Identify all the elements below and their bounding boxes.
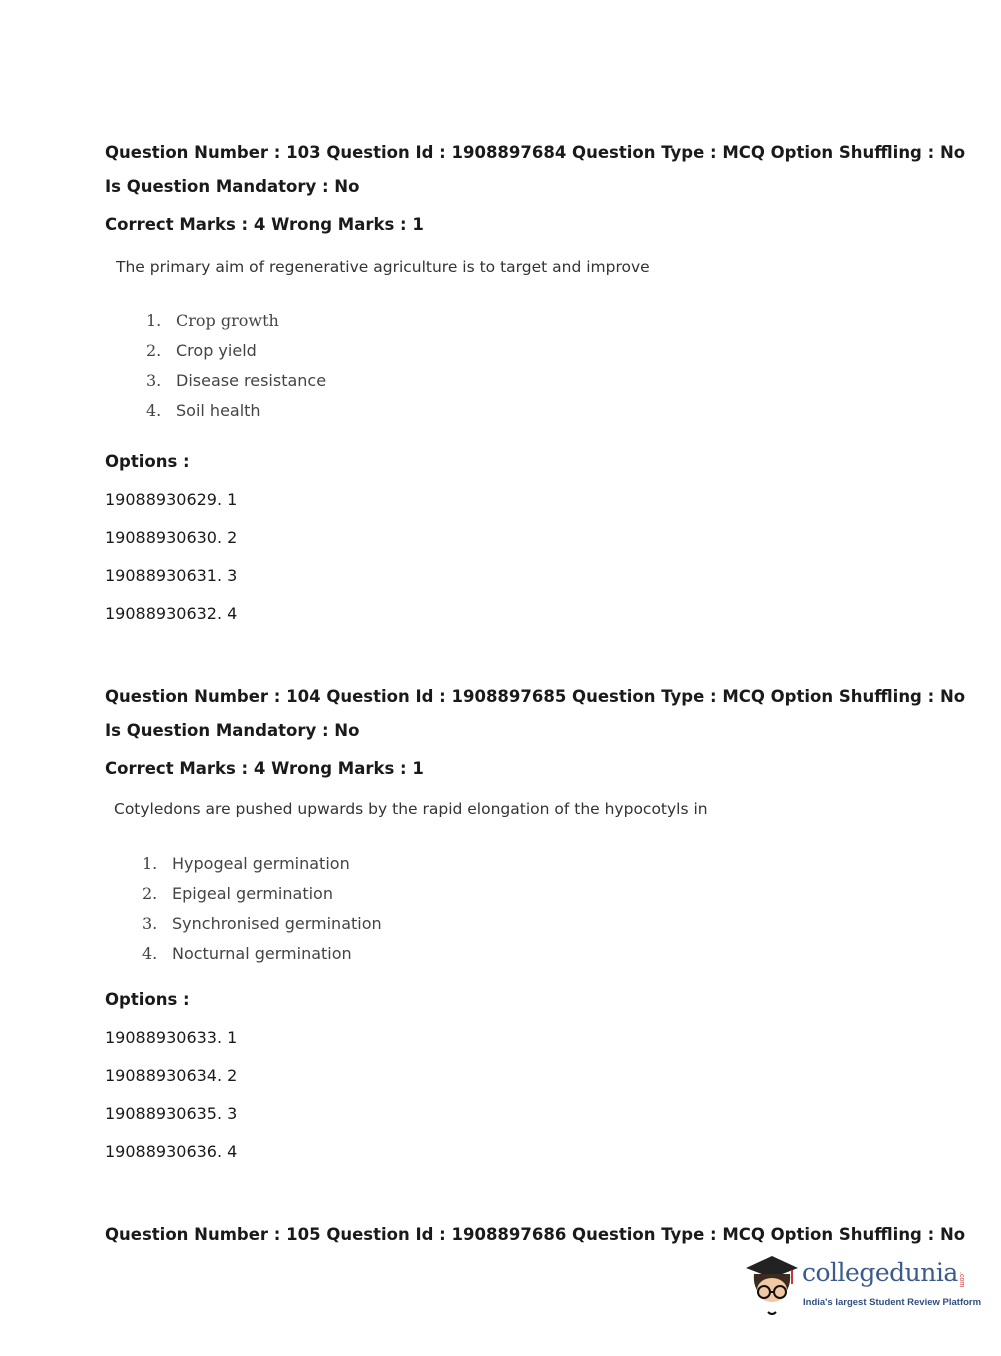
collegedunia-logo — [742, 1250, 982, 1322]
question-103-option-2: 19088930630. 2 — [105, 528, 238, 547]
question-104-option-3: 19088930635. 3 — [105, 1104, 238, 1123]
question-104-choice-2: 2. Epigeal germination — [142, 884, 333, 903]
question-104-choice-4: 4. Nocturnal germination — [142, 944, 352, 963]
question-103-option-1: 19088930629. 1 — [105, 490, 238, 509]
question-104-prompt: Cotyledons are pushed upwards by the rapid elongation of the hypocotyls in — [114, 800, 708, 818]
student-mascot-icon — [742, 1250, 802, 1322]
logo-suffix: .com — [958, 1272, 965, 1288]
question-104-option-1: 19088930633. 1 — [105, 1028, 238, 1047]
question-104-choice-3: 3. Synchronised germination — [142, 914, 382, 933]
question-103-marks: Correct Marks : 4 Wrong Marks : 1 — [105, 215, 424, 234]
question-103-option-4: 19088930632. 4 — [105, 604, 238, 623]
question-103-option-3: 19088930631. 3 — [105, 566, 238, 585]
question-105-meta: Question Number : 105 Question Id : 1908897686 Question Type : MCQ Option Shuffling : No — [105, 1225, 966, 1244]
question-104-option-2: 19088930634. 2 — [105, 1066, 238, 1085]
question-103-choice-4: 4. Soil health — [146, 401, 261, 420]
question-104-options-label: Options : — [105, 990, 190, 1009]
question-103-choice-1: 1. Crop growth — [146, 311, 279, 330]
question-104-mandatory: Is Question Mandatory : No — [105, 721, 360, 740]
question-103-options-label: Options : — [105, 452, 190, 471]
question-104-marks: Correct Marks : 4 Wrong Marks : 1 — [105, 759, 424, 778]
question-104-option-4: 19088930636. 4 — [105, 1142, 238, 1161]
question-103-meta: Question Number : 103 Question Id : 1908897684 Question Type : MCQ Option Shuffling : No — [105, 143, 966, 162]
question-103-mandatory: Is Question Mandatory : No — [105, 177, 360, 196]
question-103-choice-3: 3. Disease resistance — [146, 371, 327, 390]
question-103-prompt: The primary aim of regenerative agriculture is to target and improve — [116, 258, 650, 276]
logo-tagline: India's largest Student Review Platform — [803, 1297, 982, 1308]
question-104-choice-1: 1. Hypogeal germination — [142, 854, 350, 873]
question-103-choice-2: 2. Crop yield — [146, 341, 257, 360]
question-104-meta: Question Number : 104 Question Id : 1908897685 Question Type : MCQ Option Shuffling : No — [105, 687, 966, 706]
logo-wordmark: collegedunia — [802, 1258, 958, 1287]
